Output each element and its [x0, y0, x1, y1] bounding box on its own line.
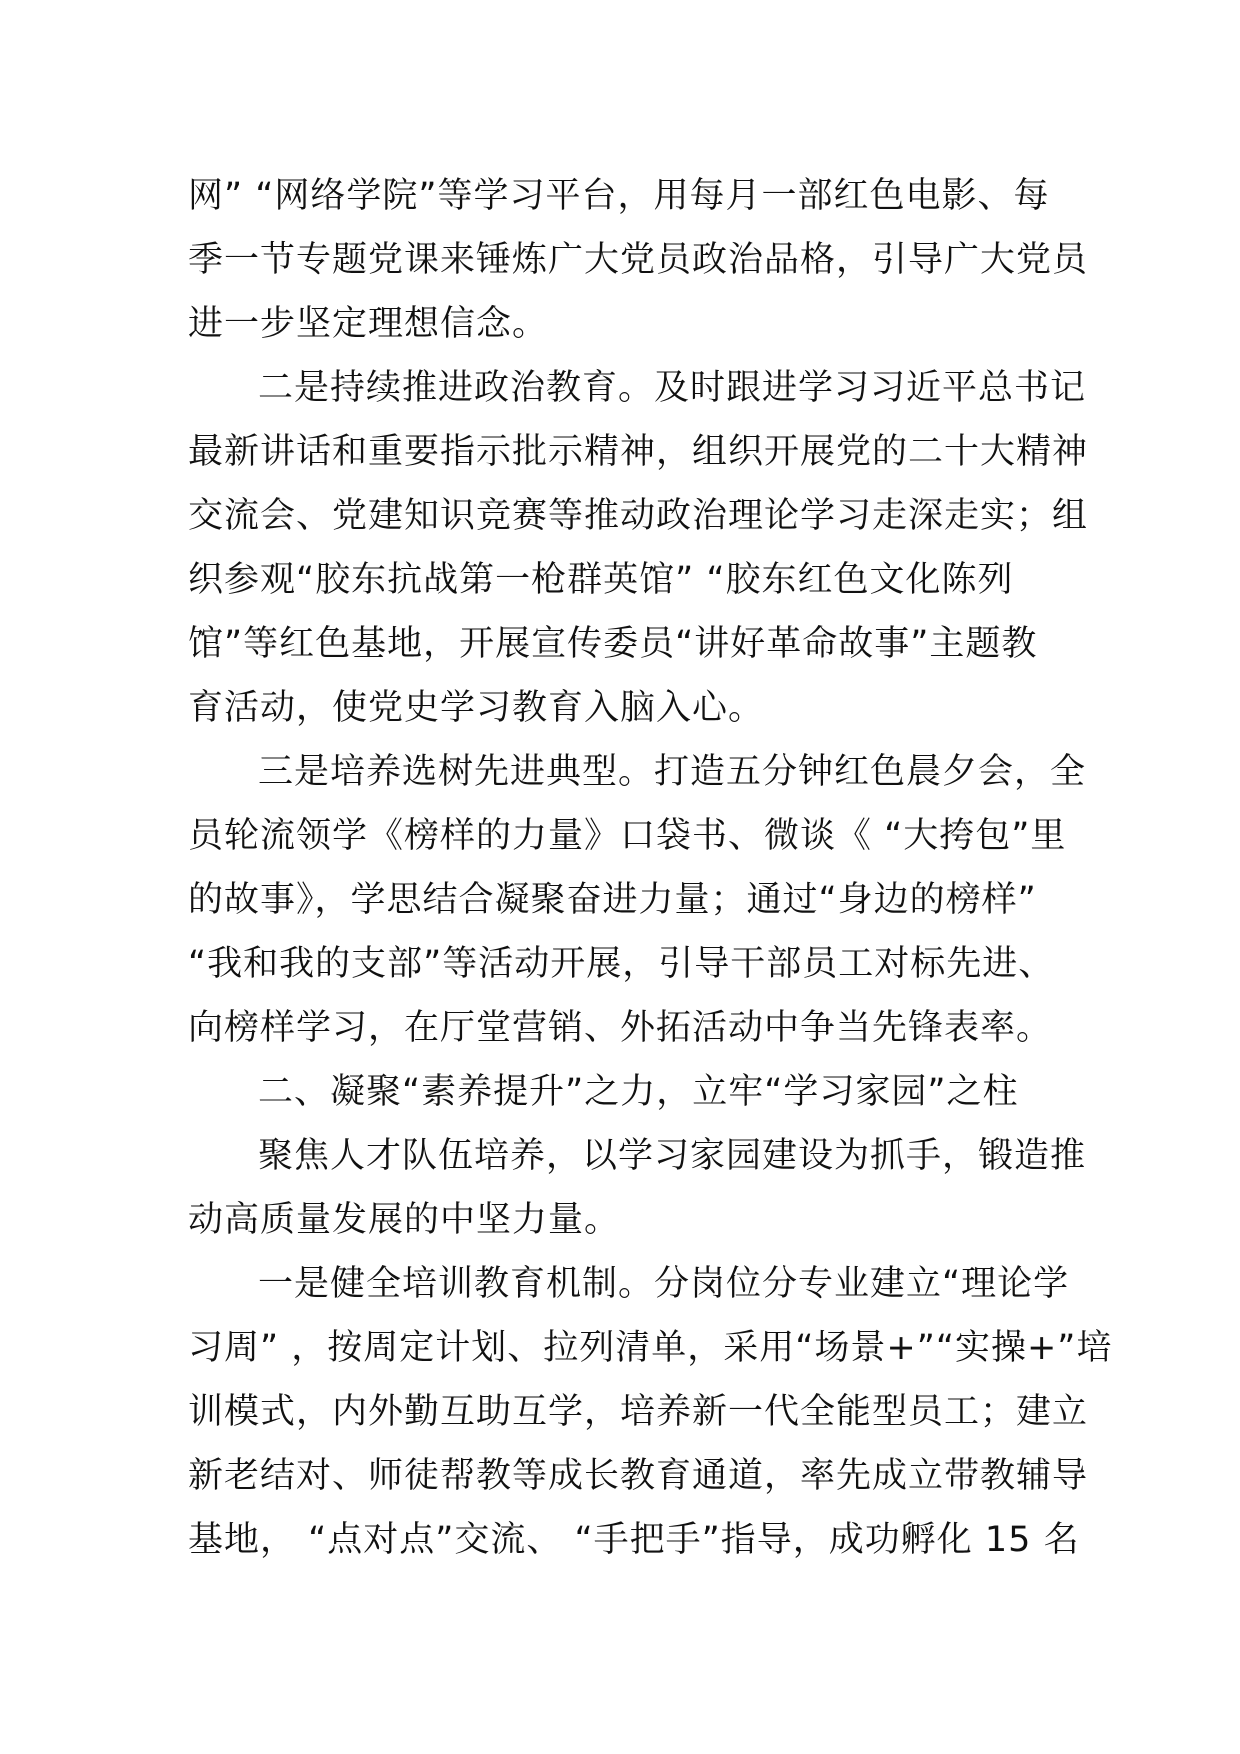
text-line: 聚焦人才队伍培养，以学习家园建设为抓手，锻造推	[258, 1136, 1087, 1176]
text-line: 二是持续推进政治教育。及时跟进学习习近平总书记	[258, 368, 1087, 408]
text-line: 织参观“胶东抗战第一枪群英馆” “胶东红色文化陈列	[188, 560, 1014, 600]
text-line: 基地， “点对点”交流、 “手把手”指导，成功孵化 15 名	[188, 1520, 1080, 1560]
text-line: 动高质量发展的中坚力量。	[188, 1200, 621, 1240]
text-line: 新老结对、师徒帮教等成长教育通道，率先成立带教辅导	[188, 1456, 1089, 1496]
text-line: “我和我的支部”等活动开展，引导干部员工对标先进、	[188, 944, 1055, 984]
text-line: 向榜样学习，在厅堂营销、外拓活动中争当先锋表率。	[188, 1008, 1053, 1048]
section-heading: 二、凝聚“素养提升”之力，立牢“学习家园”之柱	[258, 1072, 1019, 1112]
text-line: 最新讲话和重要指示批示精神，组织开展党的二十大精神	[188, 432, 1089, 472]
text-line: 进一步坚定理想信念。	[188, 304, 549, 344]
text-line: 交流会、党建知识竞赛等推动政治理论学习走深走实；组	[188, 496, 1089, 536]
text-line: 三是培养选树先进典型。打造五分钟红色晨夕会，全	[258, 752, 1087, 792]
text-line: 训模式，内外勤互助互学，培养新一代全能型员工；建立	[188, 1392, 1089, 1432]
text-line: 的故事》，学思结合凝聚奋进力量；通过“身边的榜样”	[188, 880, 1037, 920]
text-line: 季一节专题党课来锤炼广大党员政治品格，引导广大党员	[188, 240, 1089, 280]
text-line: 一是健全培训教育机制。分岗位分专业建立“理论学	[258, 1264, 1070, 1304]
text-line: 馆”等红色基地，开展宣传委员“讲好革命故事”主题教	[188, 624, 1038, 664]
text-line: 员轮流领学《榜样的力量》口袋书、微谈《 “大挎包”里	[188, 816, 1067, 856]
text-line: 习周” ，按周定计划、拉列清单，采用“场景+”“实操+”培	[188, 1328, 1113, 1368]
text-line: 育活动，使党史学习教育入脑入心。	[188, 688, 765, 728]
text-line: 网” “网络学院”等学习平台，用每月一部红色电影、每	[188, 176, 1050, 216]
